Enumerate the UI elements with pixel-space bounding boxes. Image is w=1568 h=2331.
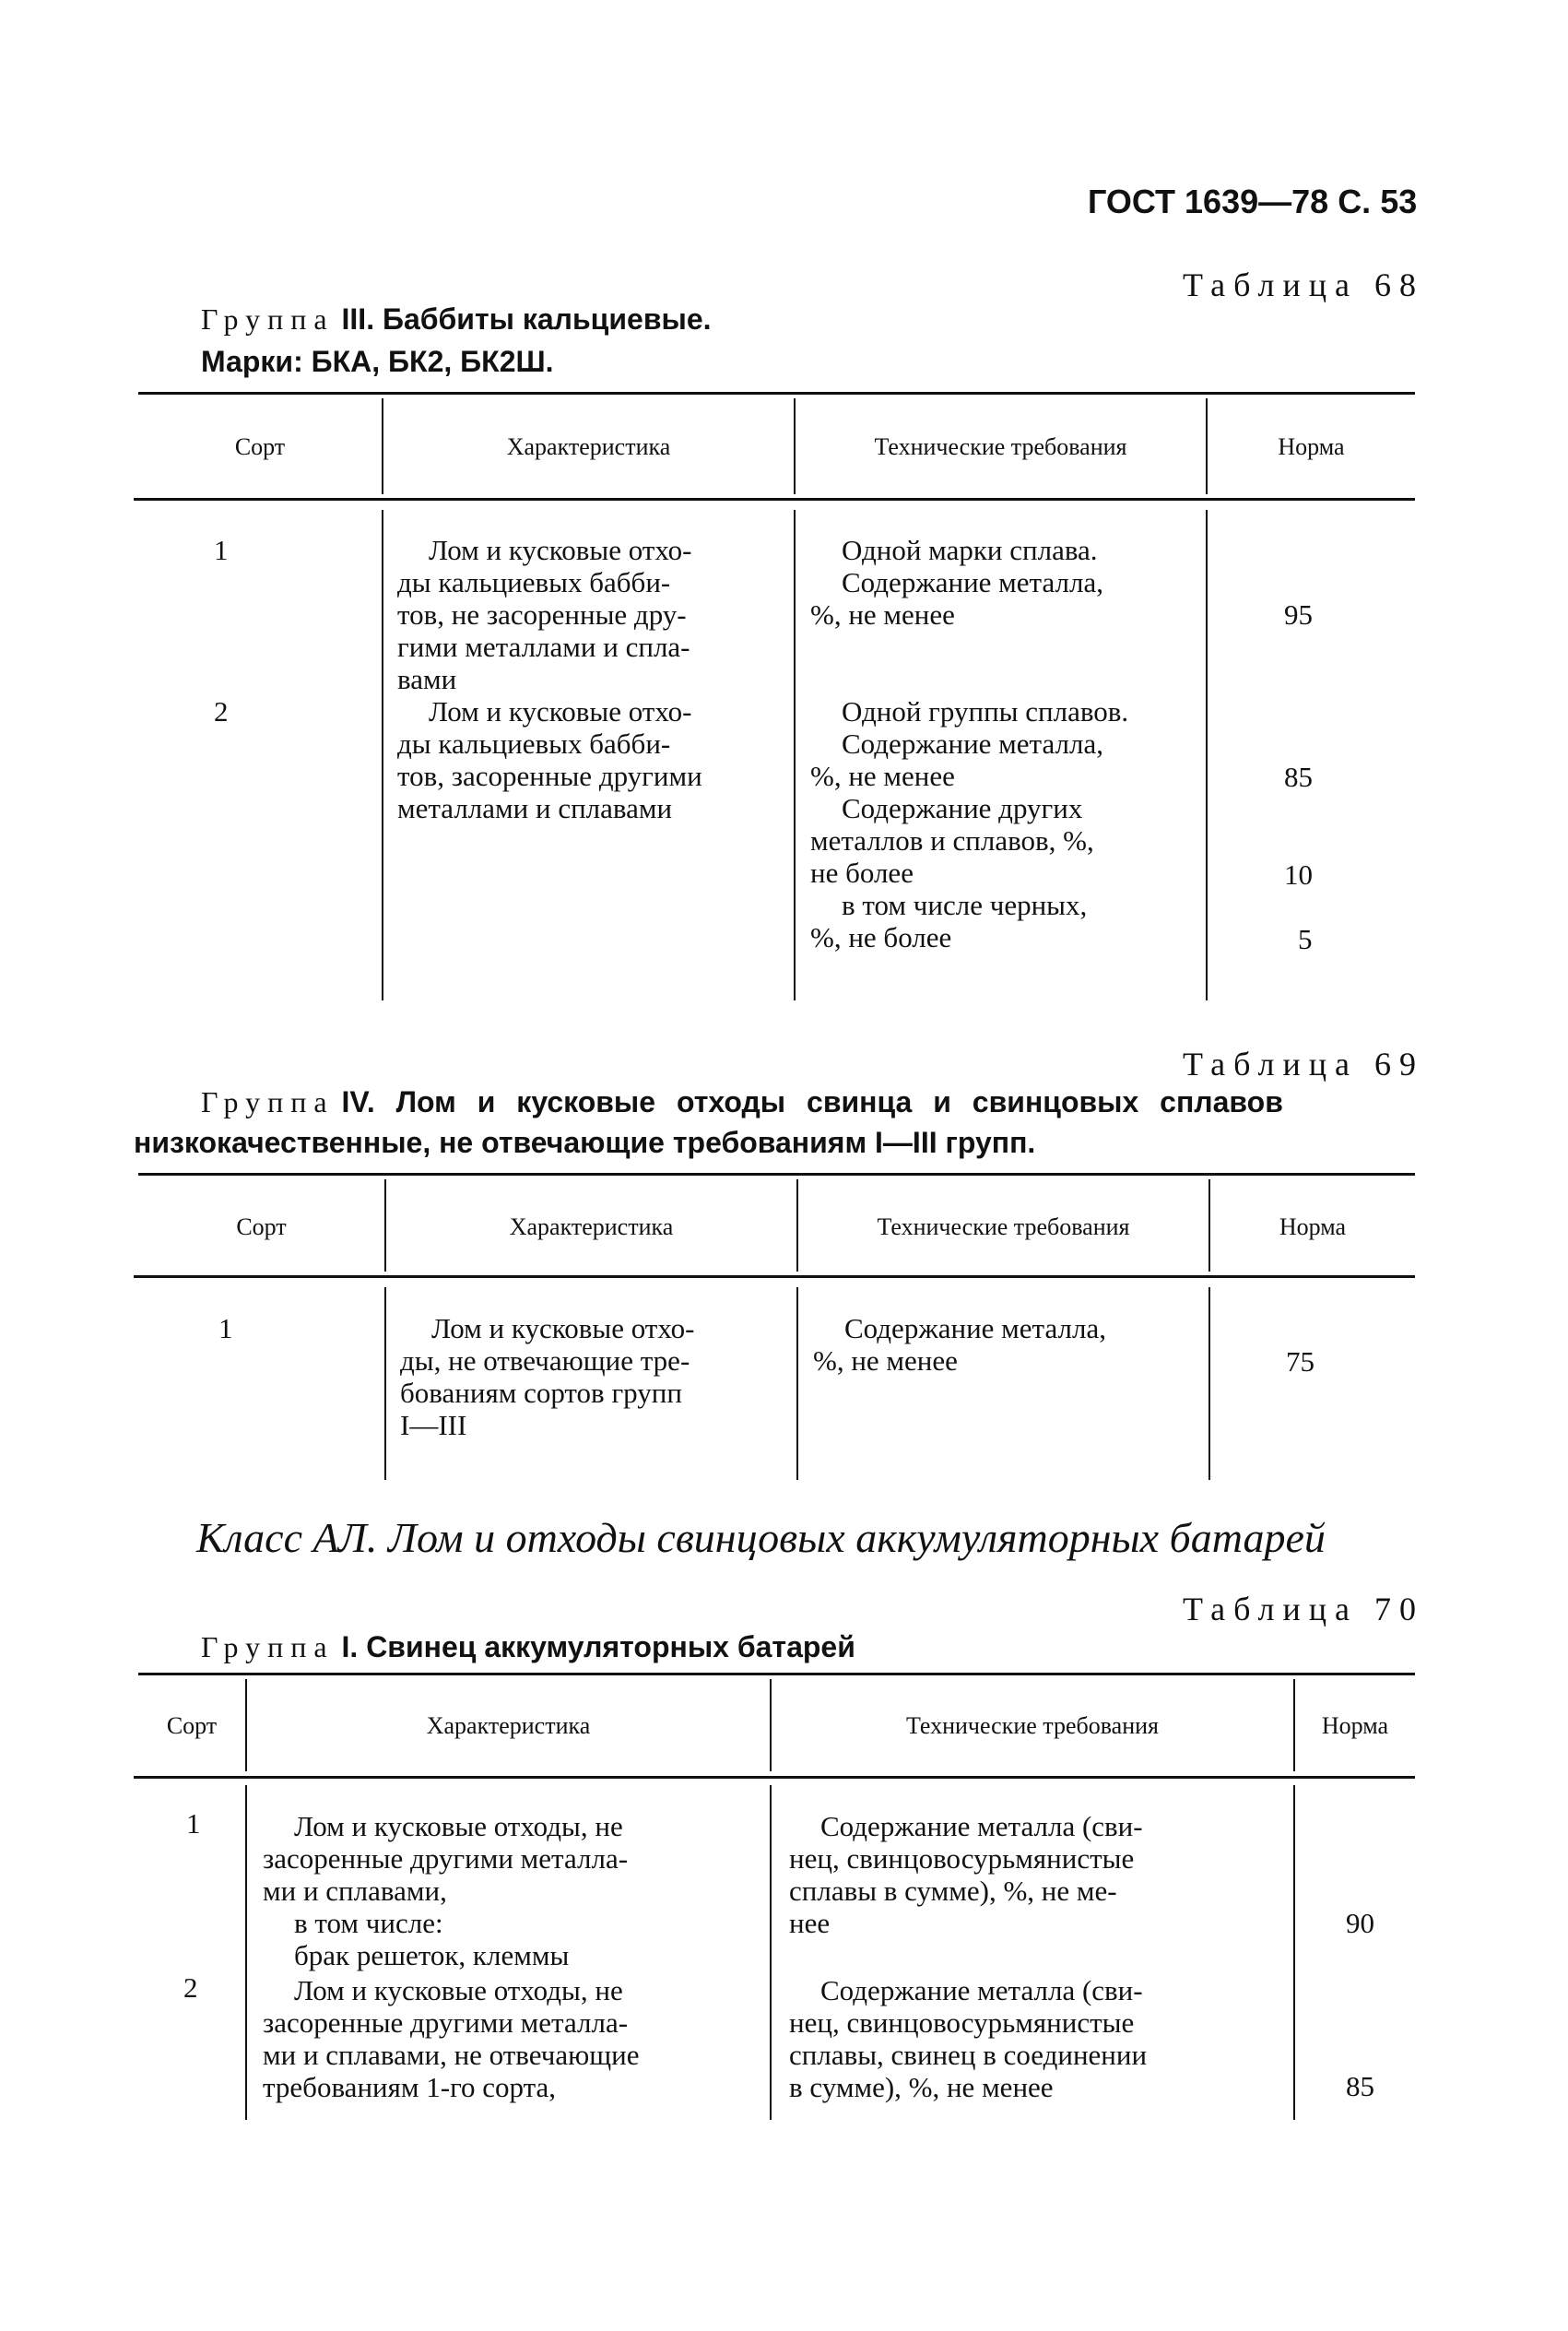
column-header-requirements: Технические требования <box>877 1213 1130 1240</box>
requirements-text: Содержание металла (сви- нец, свинцовосурьмянистые сплавы в сумме), %, не ме- нее <box>789 1810 1143 1939</box>
table-69-col-divider <box>384 1287 386 1480</box>
page-header <box>1088 183 1417 221</box>
table-68-col-divider <box>1206 510 1208 1000</box>
characteristic-text: Лом и кусковые отходы, не засоренные другими металла- ми и сплавами, не отвечающие требованиям 1-го сорта, <box>263 1974 640 2103</box>
column-header-sort: Сорт <box>166 1712 218 1739</box>
table-69-col-divider <box>796 1287 798 1480</box>
characteristic-text: Лом и кусковые отхо- ды кальциевых бабби- тов, засоренные другими металлами и сплавами <box>397 695 702 824</box>
table-68-group-marks: Марки: БКА, БК2, БК2Ш. <box>201 345 554 378</box>
group-prefix: Группа <box>201 302 335 336</box>
table-70-caption: Таблица 70 <box>1183 1591 1424 1627</box>
requirements-text: Одной группы сплавов. Содержание металла, %, не менее Содержание других металлов и сплавов, %, не более в том числе черных, %, не более <box>810 695 1129 953</box>
column-header-sort: Сорт <box>234 433 286 460</box>
sort-number: 1 <box>214 534 229 566</box>
column-header-norm: Норма <box>1278 433 1345 460</box>
table-69-head-rule <box>134 1275 1415 1278</box>
norm-value: 90 <box>1346 1907 1374 1939</box>
class-heading: Класс АЛ. Лом и отходы свинцовых аккумуляторных батарей <box>196 1514 1326 1561</box>
norm-value: 10 <box>1284 858 1313 891</box>
column-header-characteristic: Характеристика <box>426 1712 591 1739</box>
group-prefix: Группа <box>201 1630 335 1663</box>
sort-number: 2 <box>214 695 229 728</box>
page-number: С. 53 <box>1338 183 1418 220</box>
column-header-characteristic: Характеристика <box>509 1213 674 1240</box>
characteristic-text: Лом и кусковые отхо- ды кальциевых бабби- тов, не засоренные дру- гими металлами и спла- вами <box>397 534 692 695</box>
characteristic-text: Лом и кусковые отходы, не засоренные другими металла- ми и сплавами, в том числе: брак решеток, клеммы <box>263 1810 629 1971</box>
requirements-text: Содержание металла (сви- нец, свинцовосурьмянистые сплавы, свинец в соединении в сумме), %, не менее <box>789 1974 1148 2103</box>
table-70-top-rule <box>138 1673 1415 1675</box>
table-68-head-rule <box>134 498 1415 501</box>
group-prefix: Группа <box>201 1085 335 1118</box>
table-70-col-divider <box>770 1785 772 2120</box>
norm-value: 95 <box>1284 598 1313 631</box>
group-title: III. Баббиты кальциевые. <box>341 302 712 336</box>
table-70-group-title <box>201 1630 855 1664</box>
table-69-group-subtitle: низкокачественные, не отвечающие требованиям I—III групп. <box>134 1126 1036 1159</box>
sort-number: 2 <box>183 1971 198 2004</box>
table-70-col-divider <box>1293 1785 1295 2120</box>
table-69-col-divider <box>1208 1287 1210 1480</box>
table-69-top-rule <box>138 1173 1415 1176</box>
sort-number: 1 <box>218 1312 233 1344</box>
norm-value: 85 <box>1284 761 1313 793</box>
table-69-group-title <box>201 1085 1283 1119</box>
table-70-head-rule <box>134 1776 1415 1779</box>
column-header-norm: Норма <box>1321 1712 1389 1739</box>
column-header-characteristic: Характеристика <box>506 433 671 460</box>
column-header-sort: Сорт <box>236 1213 287 1240</box>
column-header-requirements: Технические требования <box>905 1712 1159 1739</box>
norm-value: 85 <box>1346 2070 1374 2102</box>
doc-number: ГОСТ 1639—78 <box>1088 183 1329 220</box>
column-header-requirements: Технические требования <box>874 433 1127 460</box>
table-70-col-divider <box>245 1785 247 2120</box>
requirements-text: Содержание металла, %, не менее <box>813 1312 1106 1377</box>
table-69-caption: Таблица 69 <box>1183 1046 1424 1083</box>
table-68-top-rule <box>138 392 1415 395</box>
norm-value: 5 <box>1298 923 1313 955</box>
group-title: I. Свинец аккумуляторных батарей <box>341 1630 855 1663</box>
table-68-col-divider <box>794 510 796 1000</box>
table-68-caption: Таблица 68 <box>1183 266 1424 303</box>
requirements-text: Одной марки сплава. Содержание металла, %, не менее <box>810 534 1103 631</box>
sort-number: 1 <box>186 1807 201 1840</box>
characteristic-text: Лом и кусковые отхо- ды, не отвечающие тре- бованиям сортов групп I—III <box>400 1312 695 1441</box>
group-title: IV. Лом и кусковые отходы свинца и свинцовых сплавов <box>341 1085 1283 1118</box>
norm-value: 75 <box>1286 1345 1315 1378</box>
table-68-col-divider <box>382 510 383 1000</box>
column-header-norm: Норма <box>1279 1213 1347 1240</box>
table-68-group-title <box>201 302 712 337</box>
